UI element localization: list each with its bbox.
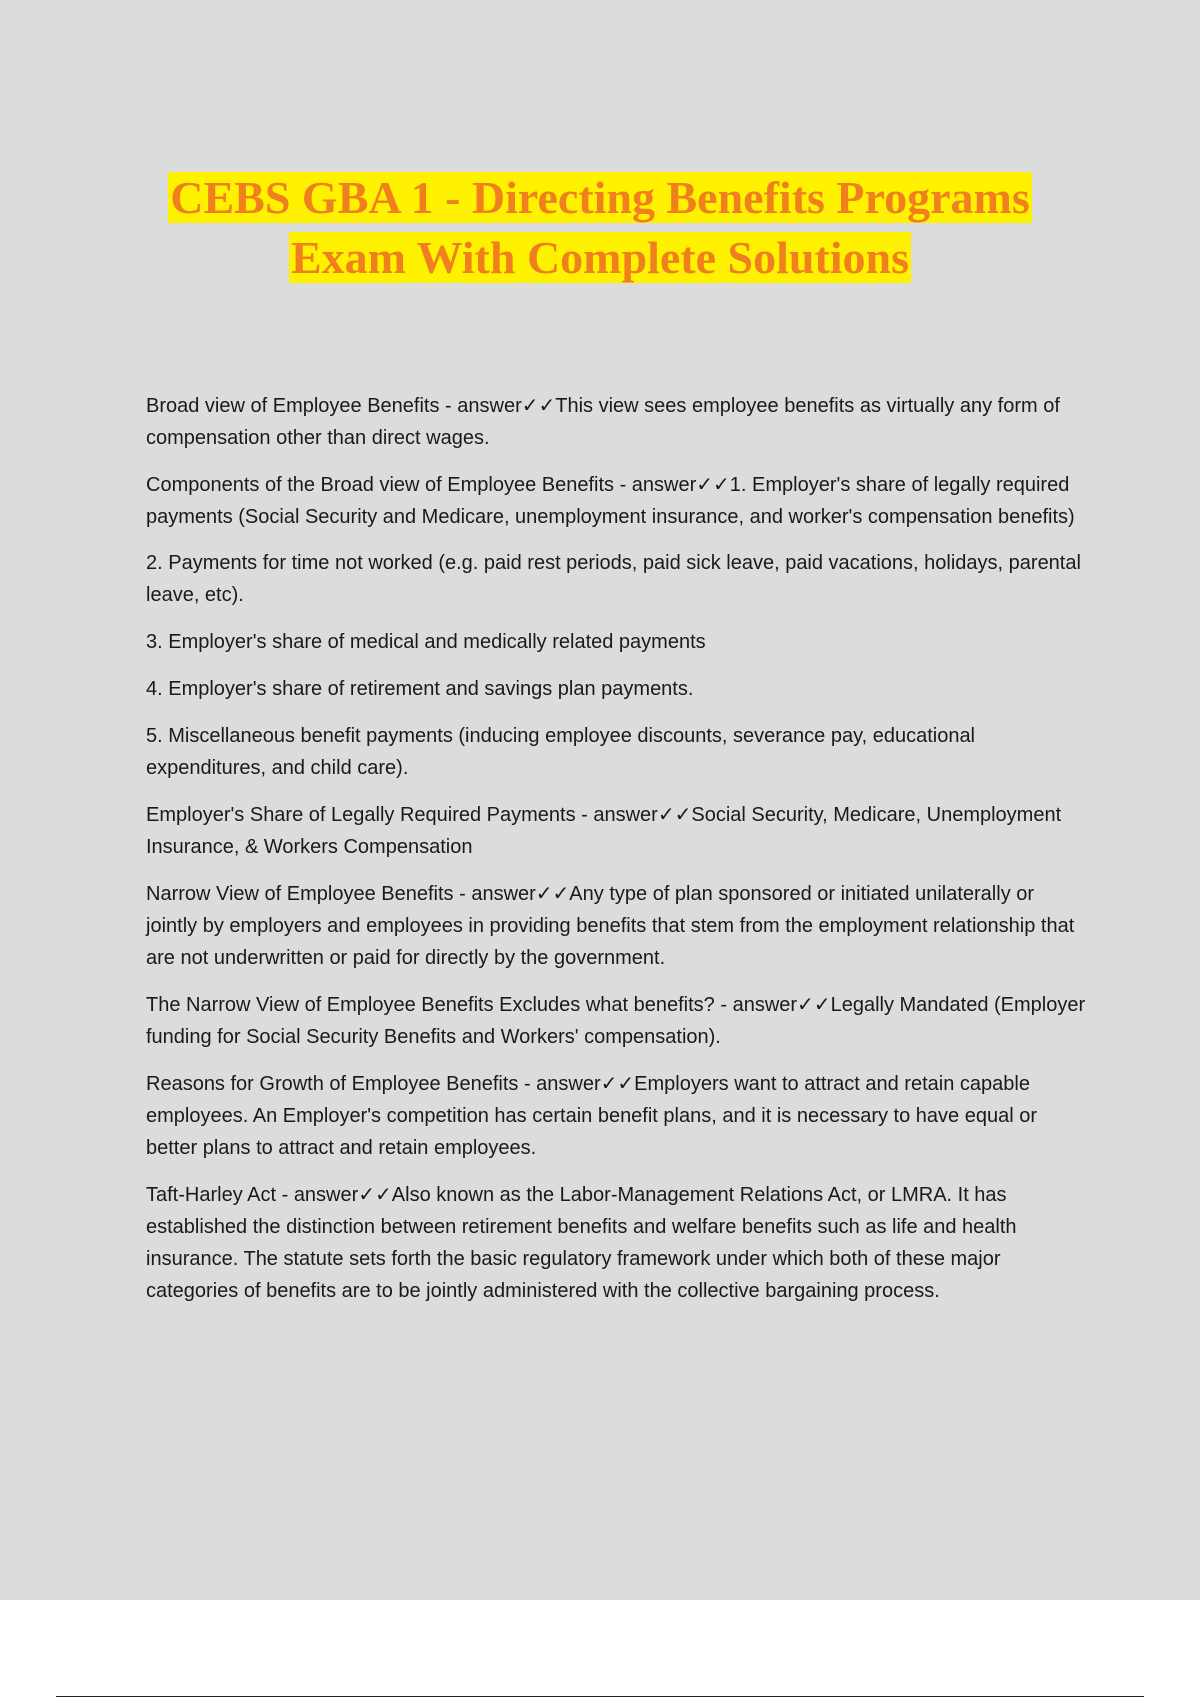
document-title <box>100 168 1100 288</box>
paragraph-narrow-view: Narrow View of Employee Benefits - answer✓✓Any type of plan sponsored or initiated unilaterally or jointly by employers and employees in providing benefits that stem from the employment relationship that are not underwritten or paid for directly by the government. <box>146 883 1075 969</box>
title-line-2: Exam With Complete Solutions <box>290 232 910 283</box>
document-body <box>146 390 1086 1322</box>
paragraph-taft-harley: Taft-Harley Act - answer✓✓Also known as the Labor-Management Relations Act, or LMRA. It has established the distinction between retirement benefits and welfare benefits such as life and health insurance. The statute sets forth the basic regulatory framework under which both of these major categories of benefits are to be jointly administered with the collective bargaining process. <box>146 1184 1017 1302</box>
paragraph-broad-view: Broad view of Employee Benefits - answer✓✓This view sees employee benefits as virtually any form of compensation other than direct wages. <box>146 395 1060 449</box>
paragraph-components-broad-view: Components of the Broad view of Employee Benefits - answer✓✓1. Employer's share of legally required payments (Social Security and Medicare, unemployment insurance, and worker's compensation benefits) <box>146 474 1075 528</box>
paragraph-item-2: 2. Payments for time not worked (e.g. paid rest periods, paid sick leave, paid vacations, holidays, parental leave, etc). <box>146 552 1081 606</box>
paragraph-item-4: 4. Employer's share of retirement and savings plan payments. <box>146 678 694 700</box>
paragraph-growth-reasons: Reasons for Growth of Employee Benefits - answer✓✓Employers want to attract and retain capable employees. An Employer's competition has certain benefit plans, and it is necessary to have equal or better plans to attract and retain employees. <box>146 1073 1037 1159</box>
paragraph-legally-required: Employer's Share of Legally Required Payments - answer✓✓Social Security, Medicare, Unemployment Insurance, & Workers Compensation <box>146 804 1062 858</box>
paragraph-narrow-excludes: The Narrow View of Employee Benefits Excludes what benefits? - answer✓✓Legally Mandated (Employer funding for Social Security Benefits and Workers' compensation). <box>146 994 1086 1048</box>
title-line-1: CEBS GBA 1 - Directing Benefits Programs <box>170 172 1030 223</box>
paragraph-item-3: 3. Employer's share of medical and medically related payments <box>146 631 706 653</box>
bottom-divider <box>56 1696 1144 1697</box>
paragraph-item-5: 5. Miscellaneous benefit payments (inducing employee discounts, severance pay, educational expenditures, and child care). <box>146 725 976 779</box>
